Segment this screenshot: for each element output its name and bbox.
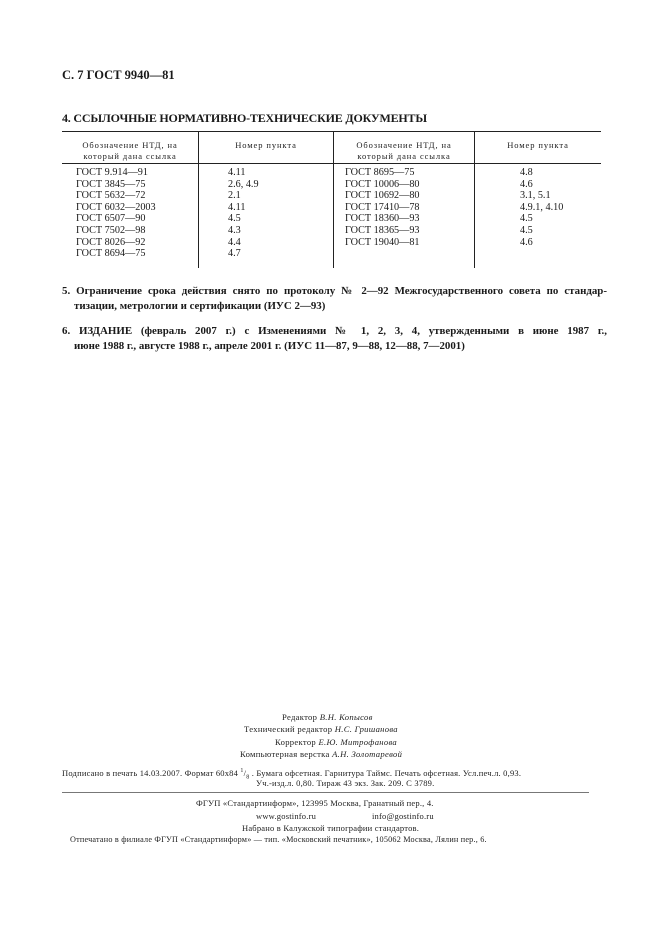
table-cell: ГОСТ 8694—75 bbox=[76, 248, 146, 260]
credits-block bbox=[200, 711, 520, 760]
editor-label: Редактор bbox=[282, 712, 318, 722]
table-header-designation-left bbox=[62, 140, 198, 162]
editor-name: В.Н. Копысов bbox=[319, 712, 373, 722]
table-cell: ГОСТ 10006—80 bbox=[345, 178, 420, 190]
section-5-line-2: тизации, метрологии и сертификации (ИУС 2—93) bbox=[74, 300, 326, 312]
table-top-rule bbox=[62, 131, 601, 132]
header-designation-line1: Обозначение НТД, на bbox=[356, 140, 452, 150]
table-cell: ГОСТ 19040—81 bbox=[345, 236, 420, 248]
page-header: С. 7 ГОСТ 9940—81 bbox=[62, 68, 175, 82]
imprint-typeset: Набрано в Калужской типографии стандартов. bbox=[242, 823, 420, 833]
section-6-line-2: июне 1988 г., августе 1988 г., апреле 2001 г. (ИУС 11—87, 9—88, 12—88, 7—2001) bbox=[74, 340, 465, 352]
table-header-item-left bbox=[199, 140, 333, 151]
table-header-rule bbox=[62, 163, 601, 164]
table-cell: ГОСТ 8695—75 bbox=[345, 167, 415, 178]
section-4-title: 4. ССЫЛОЧНЫЕ НОРМАТИВНО-ТЕХНИЧЕСКИЕ ДОКУМЕНТЫ bbox=[62, 111, 427, 125]
imprint-website: www.gostinfo.ru bbox=[256, 811, 317, 821]
table-header-item-right bbox=[475, 140, 601, 151]
table-cell: 2.1 bbox=[228, 190, 241, 202]
left-item-column bbox=[228, 167, 259, 260]
format-fraction: $^1/_8$ bbox=[240, 767, 250, 781]
table-cell: 4.8 bbox=[520, 167, 533, 178]
table-cell: ГОСТ 6032—2003 bbox=[76, 201, 156, 213]
table-cell: ГОСТ 7502—98 bbox=[76, 224, 146, 236]
table-col-divider-3 bbox=[474, 131, 475, 268]
table-cell: ГОСТ 6507—90 bbox=[76, 213, 146, 225]
corrector-label: Корректор bbox=[275, 736, 317, 747]
imprint-publisher: ФГУП «Стандартинформ», 123995 Москва, Гранатный пер., 4. bbox=[196, 798, 434, 808]
table-cell: 4.7 bbox=[228, 248, 241, 260]
section-6-line-1: 6. ИЗДАНИЕ (февраль 2007 г.) с Изменениями № 1, 2, 3, 4, утвержденными в июне 1987 г., bbox=[62, 325, 607, 337]
header-designation-line1: Обозначение НТД, на bbox=[82, 140, 178, 150]
tech-editor-name: Н.С. Гришанова bbox=[334, 724, 398, 735]
table-cell: 4.11 bbox=[228, 167, 246, 178]
right-item-column bbox=[520, 167, 563, 248]
table-cell: ГОСТ 18360—93 bbox=[345, 213, 420, 225]
table-cell: ГОСТ 8026—92 bbox=[76, 236, 146, 248]
table-cell: 4.5 bbox=[228, 213, 241, 225]
table-cell: ГОСТ 17410—78 bbox=[345, 201, 420, 213]
table-cell: ГОСТ 9.914—91 bbox=[76, 167, 148, 178]
imprint-signed-a: Подписано в печать 14.03.2007. Формат 60x84 bbox=[62, 767, 239, 778]
table-cell: 3.1, 5.1 bbox=[520, 190, 551, 202]
corrector-name: Е.Ю. Митрофанова bbox=[318, 736, 398, 747]
table-header-designation-right bbox=[334, 140, 474, 162]
fraction-denominator: 8 bbox=[246, 774, 250, 781]
header-designation-line2: который дана ссылка bbox=[357, 151, 451, 161]
section-5-paragraph bbox=[62, 284, 607, 314]
section-5-line-1: 5. Ограничение срока действия снято по протоколу № 2—92 Межгосударственного совета по стандар- bbox=[62, 285, 607, 297]
table-cell: 4.6 bbox=[520, 236, 533, 248]
right-doc-column bbox=[345, 167, 420, 248]
section-6-paragraph bbox=[62, 324, 607, 354]
table-col-divider-1 bbox=[198, 131, 199, 268]
header-item-number: Номер пункта bbox=[235, 140, 297, 150]
table-cell: 4.4 bbox=[228, 236, 241, 248]
table-cell: 4.5 bbox=[520, 224, 533, 236]
imprint-printed: Отпечатано в филиале ФГУП «Стандартинформ» — тип. «Московский печатник», 105062 Москва, Лялин пер., 6. bbox=[70, 835, 487, 844]
left-doc-column bbox=[76, 167, 156, 260]
table-cell: 4.9.1, 4.10 bbox=[520, 201, 564, 213]
imprint-signed-b: . Бумага офсетная. Гарнитура Таймс. Печать офсетная. Усл.печ.л. 0,93. bbox=[251, 767, 522, 778]
imprint-line-2: Уч.-изд.л. 0,80. Тираж 43 экз. Зак. 209. С 3789. bbox=[256, 778, 435, 788]
layout-label: Компьютерная верстка bbox=[240, 748, 330, 759]
header-designation-line2: который дана ссылка bbox=[83, 151, 177, 161]
table-cell: ГОСТ 5632—72 bbox=[76, 190, 146, 202]
table-cell: ГОСТ 18365—93 bbox=[345, 224, 420, 236]
table-cell: 2.6, 4.9 bbox=[228, 178, 259, 190]
layout-name: А.Н. Золотаревой bbox=[332, 748, 403, 759]
imprint-email: info@gostinfo.ru bbox=[372, 811, 434, 821]
imprint-divider bbox=[62, 792, 589, 793]
table-cell: 4.3 bbox=[228, 224, 241, 236]
table-cell: 4.5 bbox=[520, 213, 533, 225]
table-cell: ГОСТ 3845—75 bbox=[76, 178, 146, 190]
table-cell: ГОСТ 10692—80 bbox=[345, 190, 420, 202]
fraction-numerator: 1 bbox=[240, 768, 244, 774]
table-cell: 4.6 bbox=[520, 178, 533, 190]
header-item-number: Номер пункта bbox=[507, 140, 569, 150]
table-cell: 4.11 bbox=[228, 201, 246, 213]
tech-editor-label: Технический редактор bbox=[244, 724, 333, 735]
